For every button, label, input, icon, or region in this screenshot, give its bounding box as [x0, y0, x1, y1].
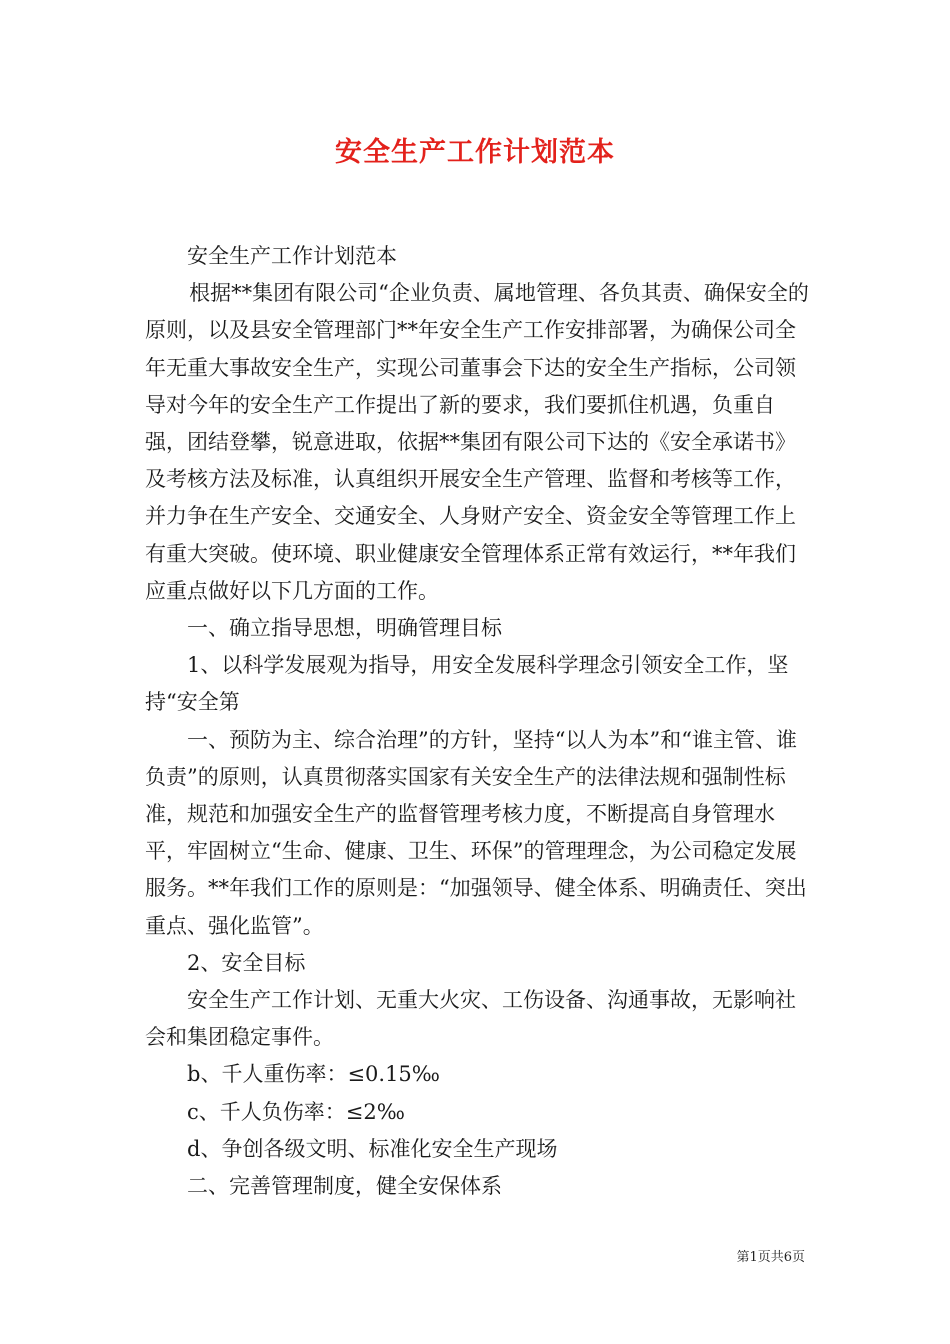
paragraph-item-1: 1、以科学发展观为指导，用安全发展科学理念引领安全工作，坚持“安全第	[145, 653, 789, 715]
document-body	[145, 238, 810, 1205]
heading-section-1: 一、确立指导思想，明确管理目标	[187, 616, 502, 641]
page-number: 第1页共6页	[736, 1250, 805, 1265]
paragraph-principles: 一、预防为主、综合治理”的方针，坚持“以人为本”和“谁主管、谁负责”的原则，认真贯彻落实国家有关安全生产的法律法规和强制性标准，规范和加强安全生产的监督管理考核力度，不断提高自身管理水平，牢固树立“生命、健康、卫生、环保”的管理理念，为公司稳定发展服务。**年我们工作的原则是：“加强领导、健全体系、明确责任、突出重点、强化监管”。	[145, 727, 807, 938]
paragraph-intro: 根据**集团有限公司“企业负责、属地管理、各负其责、确保安全的原则，以及县安全管理部门**年安全生产工作安排部署，为确保公司全年无重大事故安全生产，实现公司董事会下达的安全生产指标，公司领导对今年的安全生产工作提出了新的要求，我们要抓住机遇，负重自强，团结登攀，锐意进取，依据**集团有限公司下达的《安全承诺书》及考核方法及标准，认真组织开展安全生产管理、监督和考核等工作，并力争在生产安全、交通安全、人身财产安全、资金安全等管理工作上有重大突破。使环境、职业健康安全管理体系正常有效运行，**年我们应重点做好以下几方面的工作。	[145, 281, 809, 603]
heading-item-2: 2、安全目标	[187, 950, 306, 975]
list-item-c: c、千人负伤率：≤2‰	[187, 1099, 405, 1124]
paragraph-subtitle: 安全生产工作计划范本	[187, 244, 397, 268]
paragraph-safety-goals: 安全生产工作计划、无重大火灾、工伤设备、沟通事故，无影响社会和集团稳定事件。	[145, 988, 796, 1050]
document-title: 安全生产工作计划范本	[335, 137, 615, 168]
heading-section-2: 二、完善管理制度，健全安保体系	[187, 1174, 502, 1199]
list-item-d: d、争创各级文明、标准化安全生产现场	[187, 1136, 558, 1161]
list-item-b: b、千人重伤率：≤0.15‰	[187, 1062, 440, 1087]
